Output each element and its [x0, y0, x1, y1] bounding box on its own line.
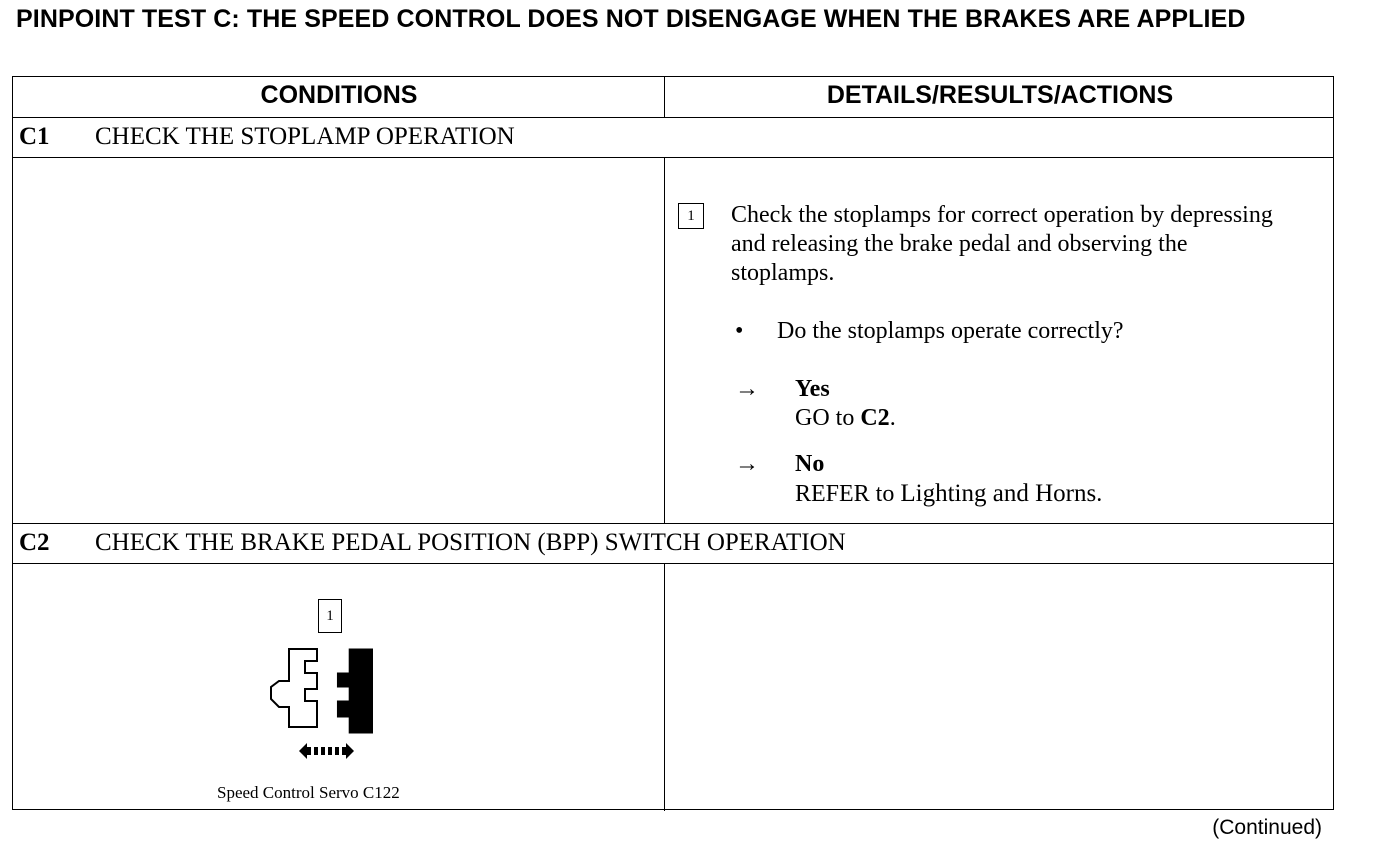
step-title: CHECK THE BRAKE PEDAL POSITION (BPP) SWITCH OPERATION: [95, 529, 846, 556]
arrow-left-head: [299, 743, 307, 759]
pinpoint-test-table: [12, 76, 1334, 810]
column-divider: [664, 157, 665, 523]
arrow-dash: [307, 747, 311, 755]
step-c1-heading: [19, 123, 515, 151]
connector-half-open: [271, 649, 317, 727]
bullet-icon: •: [735, 318, 744, 344]
step-link-c2: C2: [860, 405, 890, 431]
arrow-right-icon: →: [735, 451, 759, 477]
column-divider: [664, 563, 665, 811]
step-c2-heading: [19, 529, 846, 557]
arrow-dash: [314, 747, 318, 755]
arrow-dash: [328, 747, 332, 755]
step-title: CHECK THE STOPLAMP OPERATION: [95, 123, 515, 150]
arrow-right-icon: →: [735, 376, 759, 402]
continued-note: (Continued): [1212, 816, 1322, 839]
connector-diagram-icon: [263, 643, 373, 763]
result-no-label: No: [795, 451, 825, 477]
figure-caption: Speed Control Servo C122: [217, 783, 400, 802]
arrow-dash: [335, 747, 339, 755]
divider: [13, 117, 1333, 118]
step-id: C1: [19, 123, 50, 150]
divider: [13, 157, 1333, 158]
column-divider: [664, 77, 665, 117]
page-title: PINPOINT TEST C: THE SPEED CONTROL DOES NOT DISENGAGE WHEN THE BRAKES ARE APPLIED: [16, 5, 1246, 33]
divider: [13, 563, 1333, 564]
section-reference: Lighting and Horns: [900, 480, 1097, 507]
details-header: DETAILS/RESULTS/ACTIONS: [826, 81, 1174, 109]
item-number-box: 1: [318, 599, 342, 633]
arrow-right-head: [346, 743, 354, 759]
arrow-dash: [342, 747, 346, 755]
divider: [13, 523, 1333, 524]
step-id: C2: [19, 529, 50, 556]
arrow-dash: [321, 747, 325, 755]
c1-question: Do the stoplamps operate correctly?: [777, 318, 1124, 344]
conditions-header: CONDITIONS: [260, 81, 418, 109]
item-number-box: 1: [678, 203, 704, 229]
result-yes-label: Yes: [795, 376, 830, 402]
result-no-action: REFER to Lighting and Horns.: [795, 480, 1103, 507]
result-yes-action: GO to C2.: [795, 405, 896, 431]
connector-half-solid: [337, 649, 373, 733]
c1-instruction: Check the stoplamps for correct operation by depressing and releasing the brake pedal and observing the stoplamps.: [731, 202, 1273, 286]
